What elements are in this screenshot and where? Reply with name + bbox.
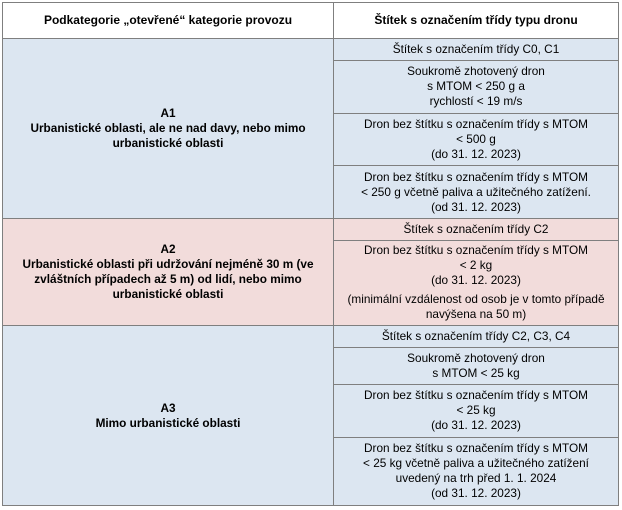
drone-category-table xyxy=(2,2,619,506)
class-cell: Štítek s označením třídy C0, C1 xyxy=(334,39,619,61)
class-cell: Dron bez štítku s označením třídy s MTOM < 500 g (do 31. 12. 2023) xyxy=(334,113,619,166)
class-cell: Soukromě zhotovený dron s MTOM < 25 kg xyxy=(334,347,619,384)
category-name: Urbanistické oblasti, ale ne nad davy, nebo mimo urbanistické oblasti xyxy=(30,120,306,150)
class-cell: Dron bez štítku s označením třídy s MTOM < 2 kg (do 31. 12. 2023) (minimální vzdálenost od osob je v tomto případě navýšena na 50 m) xyxy=(334,240,619,326)
category-code: A1 xyxy=(160,105,176,120)
category-a1 xyxy=(3,39,334,219)
category-code: A3 xyxy=(160,400,176,415)
table-row xyxy=(3,39,619,61)
category-name: Mimo urbanistické oblasti xyxy=(95,415,241,430)
category-a2 xyxy=(3,218,334,325)
class-cell: Dron bez štítku s označením třídy s MTOM < 25 kg včetně paliva a užitečného zatížení uvedený na trh před 1. 1. 2024 (od 31. 12. 2023) xyxy=(334,437,619,505)
class-cell: Štítek s označením třídy C2, C3, C4 xyxy=(334,326,619,348)
header-class-label: Štítek s označením třídy typu dronu xyxy=(334,3,619,39)
class-cell: Štítek s označením třídy C2 xyxy=(334,218,619,240)
table-row xyxy=(3,326,619,348)
table-row xyxy=(3,218,619,240)
class-cell: Soukromě zhotovený dron s MTOM < 250 g a rychlostí < 19 m/s xyxy=(334,60,619,113)
class-cell: Dron bez štítku s označením třídy s MTOM < 25 kg (do 31. 12. 2023) xyxy=(334,385,619,438)
header-row xyxy=(3,3,619,39)
category-name: Urbanistické oblasti při udržování nejméně 30 m (ve zvláštních případech až 5 m) od lidí, nebo mimo urbanistické oblasti xyxy=(22,257,314,302)
category-a3 xyxy=(3,326,334,506)
category-code: A2 xyxy=(160,242,176,257)
header-subcategory: Podkategorie „otevřené“ kategorie provozu xyxy=(3,3,334,39)
class-cell: Dron bez štítku s označením třídy s MTOM < 250 g včetně paliva a užitečného zatížení. (od 31. 12. 2023) xyxy=(334,166,619,219)
